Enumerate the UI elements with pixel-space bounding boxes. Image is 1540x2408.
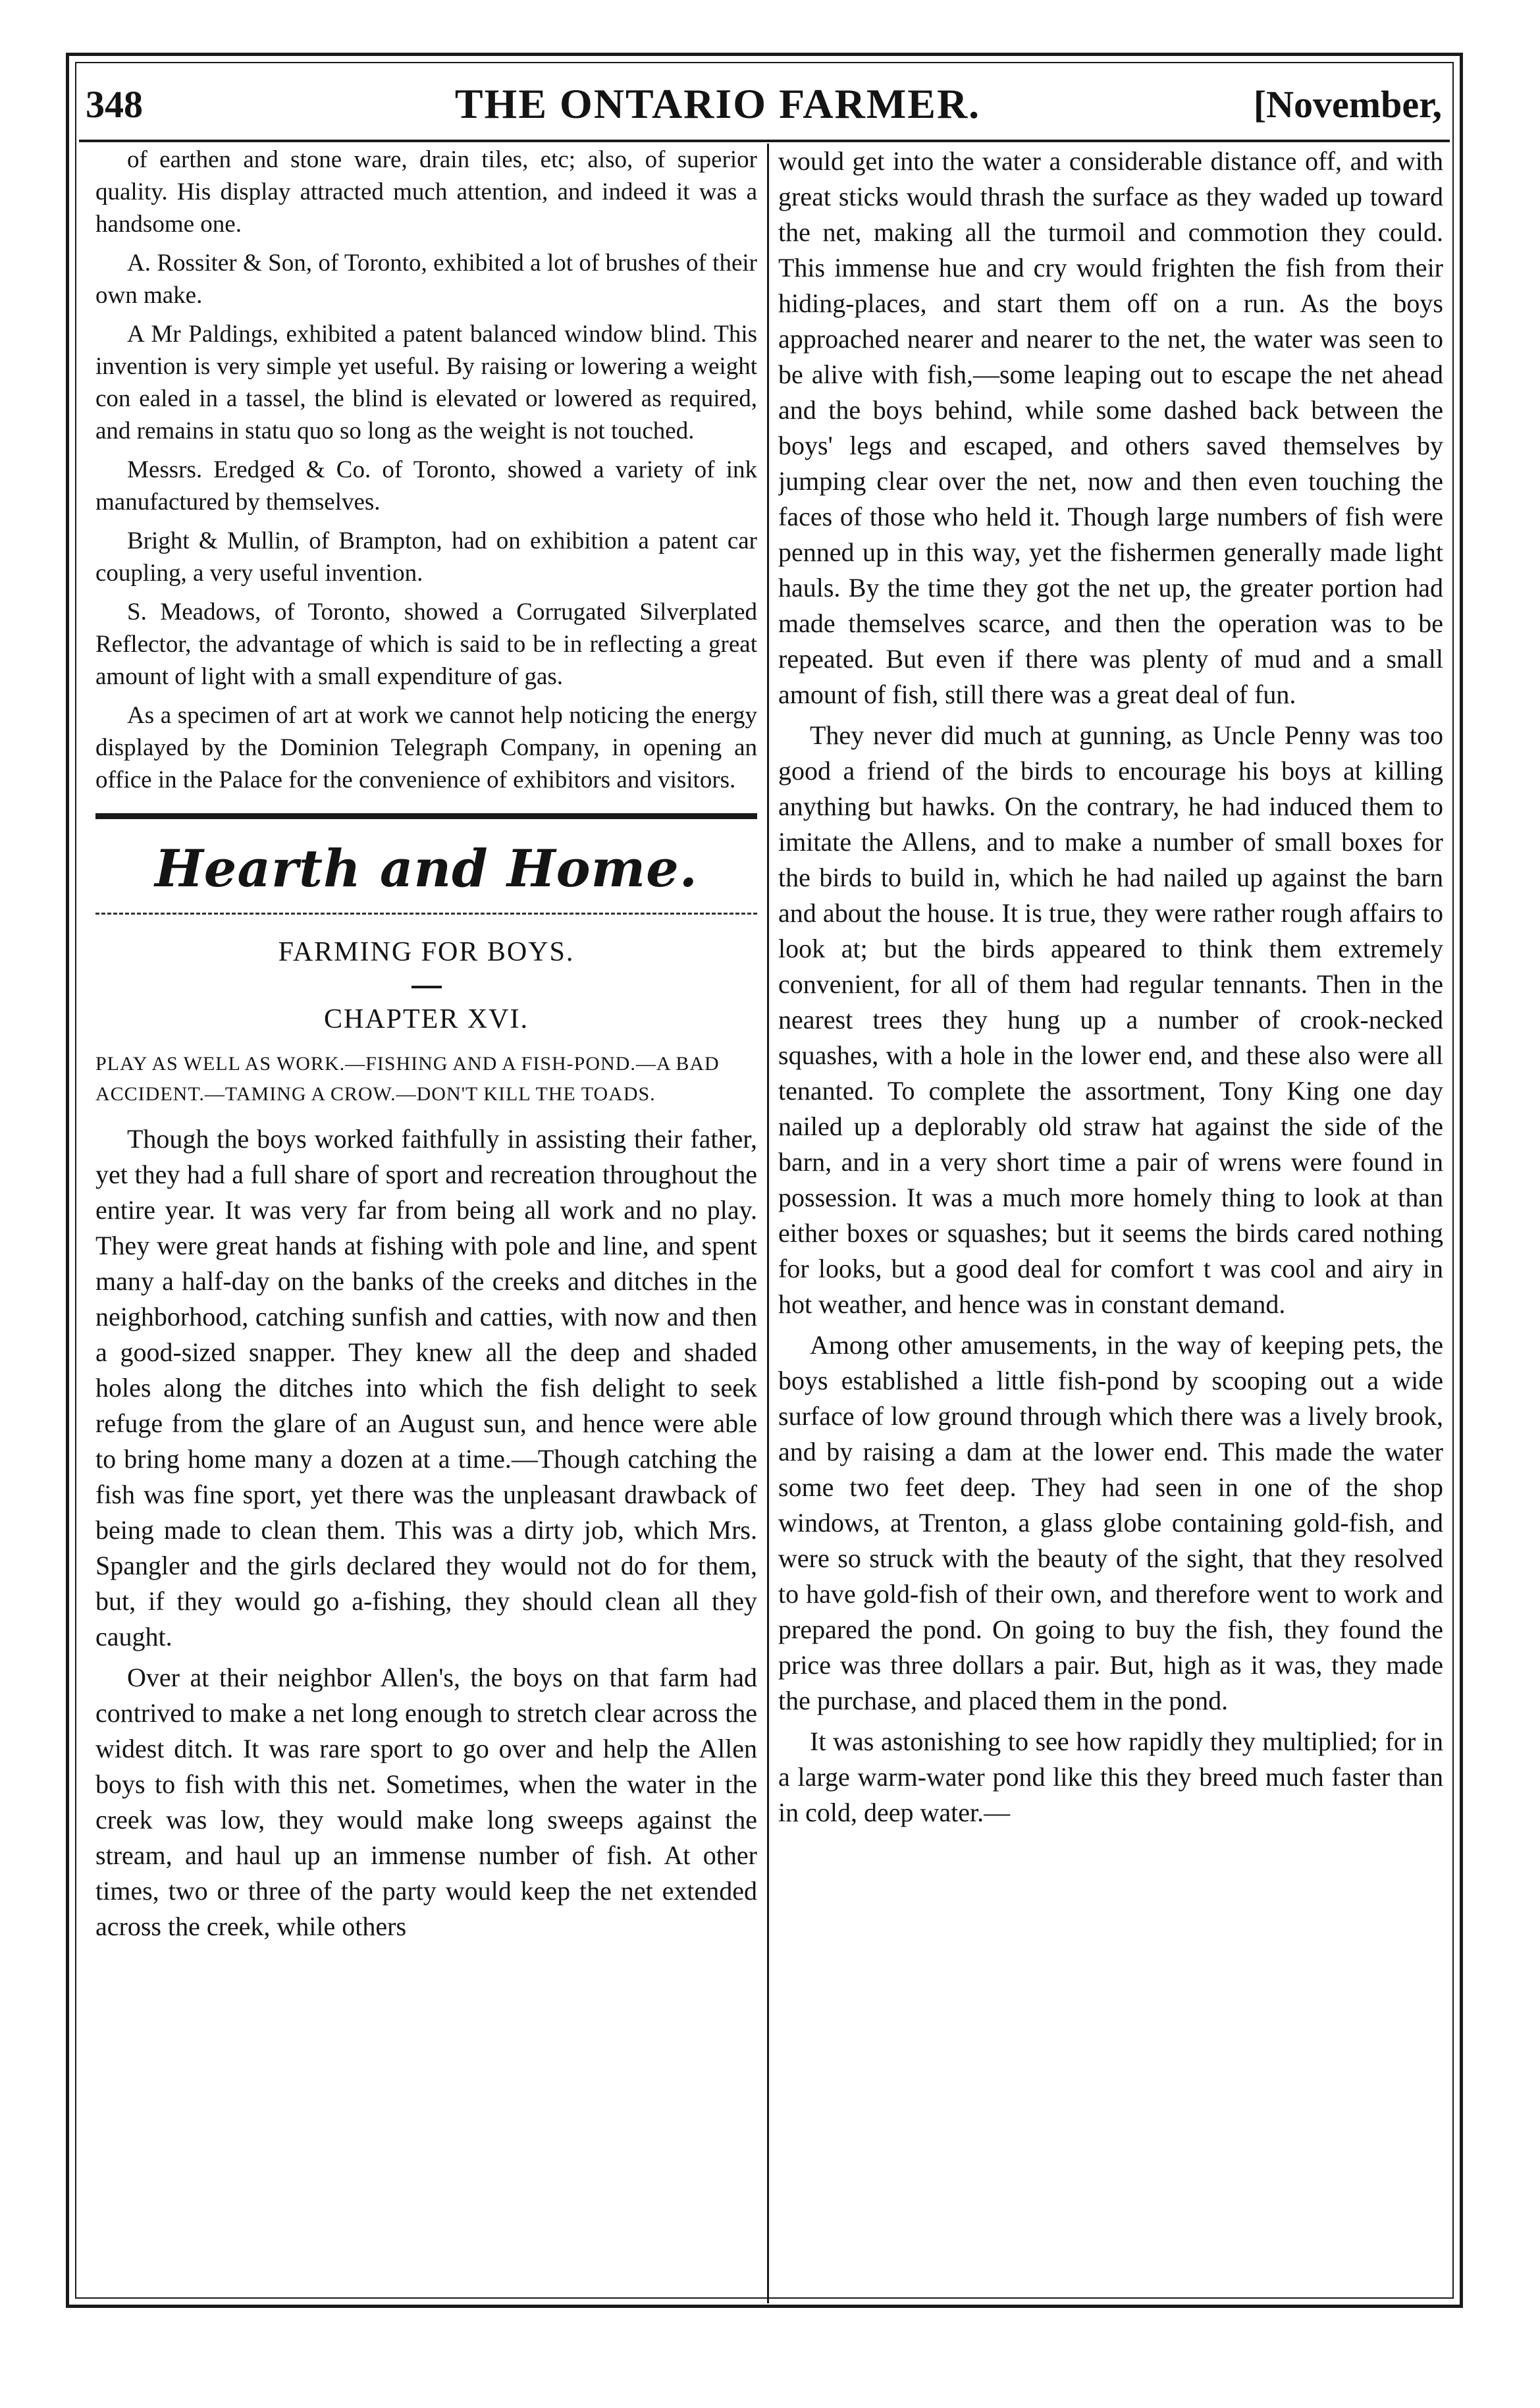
- story-paragraph: Though the boys worked faithfully in assisting their father, yet they had a full share of sport and recreation throughout the entire year. It was very far from being all work and no play. They were great hands at fishing with pole and line, and spent many a half-day on the banks of the creeks and ditches in the neighborhood, catching sunfish and catties, with now and then a good-sized snapper. They knew all the deep and shaded holes along the ditches into which the fish delight to seek refuge from the glare of an August sun, and hence were able to bring home many a dozen at a time.—Though catching the fish was fine sport, yet there was the unpleasant drawback of being made to clean them. This was a dirty job, which Mrs. Spangler and the girls declared they would not do for them, but, if they would go a-fishing, they should clean all they caught.: [95, 1124, 757, 1651]
- issue-month: [November,: [1253, 82, 1442, 126]
- journal-title: THE ONTARIO FARMER.: [454, 80, 981, 127]
- column-divider: [767, 144, 769, 2303]
- page-number: 348: [86, 82, 143, 126]
- story-paragraph: They never did much at gunning, as Uncle Penny was too good a friend of the birds to encourage his boys at killing anything but hawks. On the contrary, he had induced them to imitate the Allens, and to make a number of small boxes for the birds to build in, which he had nailed up against the barn and about the house. It is true, they were rather rough affairs to look at; but the birds appeared to think them extremely convenient, for all of them had regular tennants. Then in the nearest trees they hung up a number of crook-necked squashes, with a hole in the lower end, and these also were all tenanted. To complete the assortment, Tony King one day nailed up a deplorably old straw hat against the side of the barn, and in a very short time a pair of wrens were found in possession. It was a much more homely thing to look at than either boxes or squashes; but it seems the birds cared nothing for looks, but a good deal for comfort t was cool and airy in hot weather, and hence was in constant demand.: [778, 720, 1443, 1319]
- story-paragraph: It was astonishing to see how rapidly they multiplied; for in a large warm-water pond like this they breed much faster than in cold, deep water.—: [778, 1726, 1443, 1827]
- section-title-rule: [95, 913, 757, 915]
- series-title: FARMING FOR BOYS.: [278, 937, 575, 967]
- story-paragraph: Over at their neighbor Allen's, the boys on that farm had contrived to make a net long enough to stretch clear across the widest ditch. It was rare sport to go over and help the Allen boys to fish with this net. Sometimes, when the water in the creek was low, they would make long sweeps against the stream, and haul up an immense number of fish. At other times, two or three of the party would keep the net extended across the creek, while others: [95, 1663, 757, 1941]
- exhibit-paragraph: A. Rossiter & Son, of Toronto, exhibited a lot of brushes of their own make.: [95, 250, 757, 309]
- chapter-summary: PLAY AS WELL AS WORK.—FISHING AND A FISH-POND.—A BAD ACCIDENT.—TAMING A CROW.—DON'T KILL THE TOADS.: [95, 1053, 720, 1105]
- exhibit-paragraph: Bright & Mullin, of Brampton, had on exhibition a patent car coupling, a very useful invention.: [95, 527, 757, 587]
- left-column: [95, 144, 757, 2297]
- exhibit-paragraph: S. Meadows, of Toronto, showed a Corrugated Silverplated Reflector, the advantage of which is said to be in reflecting a great amount of light with a small expenditure of gas.: [95, 599, 757, 690]
- header-rule: [79, 140, 1450, 142]
- exhibit-paragraph: A Mr Paldings, exhibited a patent balanced window blind. This invention is very simple yet useful. By raising or lowering a weight con ealed in a tassel, the blind is elevated or lowered as required, and remains in statu quo so long as the weight is not touched.: [95, 321, 757, 444]
- exhibit-paragraph: As a specimen of art at work we cannot help noticing the energy displayed by the Dominion Telegraph Company, in opening an office in the Palace for the convenience of exhibitors and visitors.: [95, 702, 757, 793]
- story-paragraph: would get into the water a considerable distance off, and with great sticks would thrash the surface as they waded up toward the net, making all the turmoil and commotion they could. This immense hue and cry would frighten the fish from their hiding-places, and start them off on a run. As the boys approached nearer and nearer to the net, the water was seen to be alive with fish,—some leaping out to escape the net ahead and the boys behind, while some dashed back between the boys' legs and escaped, and others saved themselves by jumping clear over the net, now and then even touching the faces of those who held it. Though large numbers of fish were penned up in this way, yet the fishermen generally made light hauls. By the time they got the net up, the greater portion had made themselves scarce, and then the operation was to be repeated. But even if there was plenty of mud and a small amount of fish, still there was a great deal of fun.: [778, 146, 1443, 709]
- chapter-title: CHAPTER XVI.: [323, 1004, 529, 1034]
- exhibit-paragraph: Messrs. Eredged & Co. of Toronto, showed a variety of ink manufactured by themselves.: [95, 456, 757, 516]
- section-separator: [95, 813, 757, 819]
- running-header: [86, 71, 1442, 137]
- section-title: Hearth and Home.: [155, 839, 698, 899]
- exhibit-paragraph: of earthen and stone ware, drain tiles, etc; also, of superior quality. His display attracted much attention, and indeed it was a handsome one.: [95, 146, 757, 238]
- short-rule: [412, 986, 442, 988]
- right-column: [778, 144, 1443, 2297]
- story-paragraph: Among other amusements, in the way of keeping pets, the boys established a little fish-pond by scooping out a wide surface of low ground through which there was a lively brook, and by raising a dam at the lower end. This made the water some two feet deep. They had seen in one of the shop windows, at Trenton, a glass globe containing gold-fish, and were so struck with the beauty of the sight, that they resolved to have gold-fish of their own, and therefore went to work and prepared the pond. On going to buy the fish, they found the price was three dollars a pair. But, high as it was, they made the purchase, and placed them in the pond.: [778, 1330, 1443, 1715]
